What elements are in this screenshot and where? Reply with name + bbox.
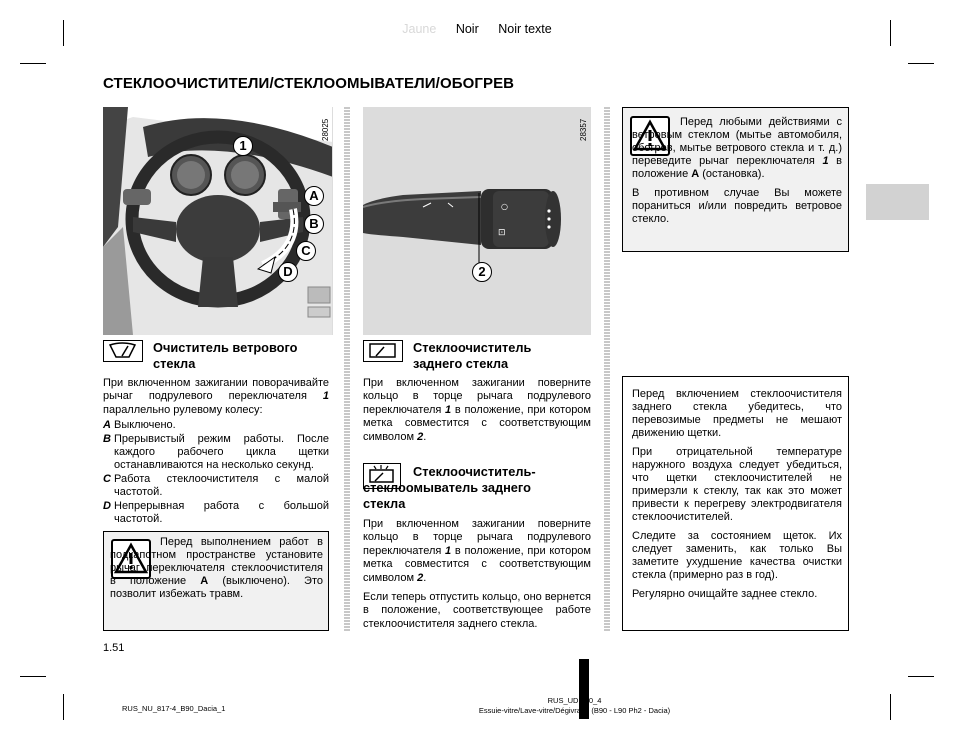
crop-mark	[908, 63, 934, 64]
footer-file-id: RUS_NU_817-4_B90_Dacia_1	[122, 704, 226, 713]
figure-number: 28025	[321, 118, 330, 141]
crop-mark	[20, 676, 46, 677]
info-box	[622, 376, 849, 631]
rear-washer-heading: Стеклоочиститель-стеклоомыватель заднего стекла	[363, 464, 536, 511]
color-plate-header	[0, 22, 954, 36]
front-wiper-icon	[103, 340, 143, 362]
plate-noir: Noir	[455, 22, 479, 36]
callout-2: 2	[472, 262, 492, 282]
mode-item-a: A Выключено.	[103, 419, 176, 432]
chapter-tab	[866, 184, 929, 220]
crop-mark	[20, 63, 46, 64]
steering-wheel-illustration	[103, 107, 333, 335]
mode-item-c: C Работа стеклоочистителя с малой частотой.	[103, 472, 329, 499]
info-box-text: Перед включением стеклоочистителя заднего стекла убедитесь, что перевозимые предметы не мешают движению щетки. При отрицательной температуре наружного воздуха следует убедиться, что щетки стеклоочистителей не примерзли к стеклу, так как это может привести к перегреву электродвигателя стеклоочистителей. Следите за состоянием щеток. Их следует заменить, как только Вы заметите ухудшение качества очистки стекла (примерно раз в год). Регулярно очищайте заднее стекло.	[632, 388, 842, 600]
page-title: СТЕКЛООЧИСТИТЕЛИ/СТЕКЛООМЫВАТЕЛИ/ОБОГРЕВ	[103, 75, 515, 92]
column-separator	[604, 107, 610, 632]
front-wiper-text: При включенном зажигании поворачивайте рычаг подрулевого переключателя 1 параллельно рулевому колесу: A Выключено. B Прерывистый режим работы. После каждого рабочего цикла щетки останавливаются на несколько секунд. C Работа стеклоочистителя с малой частотой. D Непрерывная работа с большой частотой.	[103, 377, 329, 526]
steering-wheel-figure	[103, 107, 333, 335]
column-separator	[344, 107, 350, 632]
footer-document-info: RUS_UD1 20_4 Essuie-vitre/Lave-vitre/Dégivrage (B90 - L90 Ph2 - Dacia)	[478, 696, 671, 715]
mode-item-d: D Непрерывная работа с большой частотой.	[103, 499, 329, 526]
rear-wiper-text: При включенном зажигании поверните кольцо в торце рычага подрулевого переключателя 1 в положение, при котором метка совместится с соответствующим символом 2.	[363, 377, 591, 443]
rear-wiper-heading: Стеклоочиститель заднего стекла	[413, 340, 532, 371]
callout-a: A	[304, 186, 324, 206]
callout-1: 1	[233, 136, 253, 156]
page-number: 1.51	[103, 642, 125, 654]
warning-box-left	[103, 531, 329, 631]
wiper-stalk-illustration	[363, 107, 591, 335]
warning-right-text: Перед любыми действиями с ветровым стеклом (мытье автомобиля, обогрев, мытье ветрового стекла и т. д.) переведите рычаг переключателя 1 в положение A (остановка). В противном случае Вы можете пораниться и/или повредить ветровое стекло.	[632, 116, 842, 225]
svg-text:○: ○	[501, 202, 508, 211]
front-wiper-heading: Очиститель ветрового стекла	[153, 340, 298, 371]
figure-number: 28357	[579, 118, 588, 141]
callout-c: C	[296, 241, 316, 261]
warning-box-right	[622, 107, 849, 252]
rear-wiper-icon	[363, 340, 403, 362]
wiper-stalk-figure	[363, 107, 591, 335]
plate-jaune: Jaune	[402, 22, 437, 36]
plate-noir-texte: Noir texte	[498, 22, 552, 36]
callout-d: D	[278, 262, 298, 282]
mode-item-b: B Прерывистый режим работы. После каждого рабочего цикла щетки останавливаются на несколько секунд.	[103, 432, 329, 472]
svg-text:⊡: ⊡	[498, 228, 506, 238]
crop-mark	[908, 676, 934, 677]
warning-left-text: Перед выполнением работ в подкапотном пространстве установите рычаг переключателя стеклоочистителя в положение A (выключено). Это позволит избежать травм.	[110, 536, 323, 600]
callout-b: B	[304, 214, 324, 234]
rear-washer-text: При включенном зажигании поверните кольцо в торце рычага подрулевого переключателя 1 в положение, при котором метка совместится с соответствующим символом 2. Если теперь отпустить кольцо, оно вернется в положение, соответствующее работе стеклоочистителя заднего стекла.	[363, 518, 591, 630]
